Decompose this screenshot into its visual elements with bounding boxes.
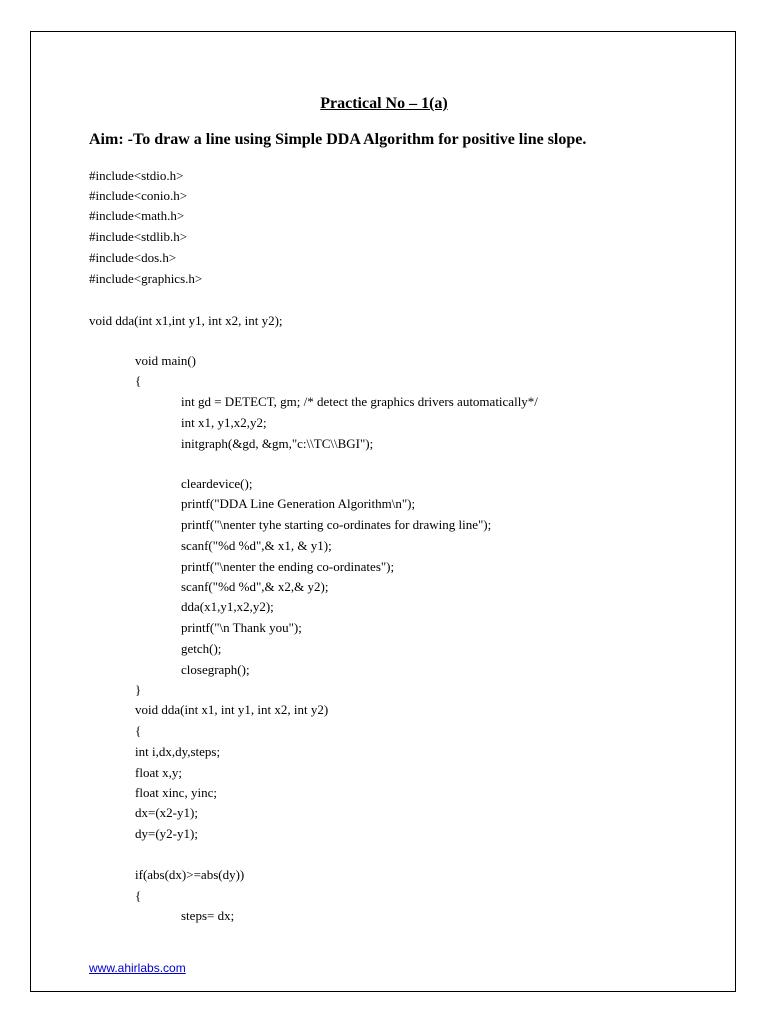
code-line: int i,dx,dy,steps; [135, 744, 221, 759]
code-line: initgraph(&gd, &gm,"c:\\TC\\BGI"); [181, 436, 374, 451]
code-line: #include<dos.h> [89, 250, 177, 265]
code-line: int gd = DETECT, gm; /* detect the graphics drivers automatically*/ [181, 394, 538, 409]
code-line: dda(x1,y1,x2,y2); [181, 599, 274, 614]
code-line: dx=(x2-y1); [135, 805, 198, 820]
code-line: closegraph(); [181, 662, 250, 677]
code-line: { [135, 888, 142, 903]
code-line: { [135, 373, 142, 388]
code-line: printf("DDA Line Generation Algorithm\n"); [181, 496, 416, 511]
code-line: steps= dx; [181, 908, 235, 923]
code-line: #include<math.h> [89, 208, 185, 223]
code-line: void dda(int x1,int y1, int x2, int y2); [89, 313, 283, 328]
aim-heading: Aim: -To draw a line using Simple DDA Algorithm for positive line slope. [89, 131, 587, 148]
code-line: #include<conio.h> [89, 188, 188, 203]
code-line: scanf("%d %d",& x2,& y2); [181, 579, 329, 594]
code-line: } [135, 682, 142, 697]
code-line: dy=(y2-y1); [135, 826, 198, 841]
code-line: { [135, 723, 142, 738]
code-line: printf("\nenter tyhe starting co-ordinates for drawing line"); [181, 517, 492, 532]
code-line: #include<stdio.h> [89, 168, 184, 183]
code-line: getch(); [181, 641, 222, 656]
code-line: void dda(int x1, int y1, int x2, int y2) [135, 702, 329, 717]
code-line: printf("\nenter the ending co-ordinates"); [181, 559, 395, 574]
page-title: Practical No – 1(a) [320, 95, 448, 112]
code-line: #include<graphics.h> [89, 271, 203, 286]
code-line: #include<stdlib.h> [89, 229, 188, 244]
code-line: cleardevice(); [181, 476, 253, 491]
footer-website-link[interactable]: www.ahirlabs.com [89, 961, 186, 975]
code-line: void main() [135, 353, 197, 368]
code-line: float xinc, yinc; [135, 785, 217, 800]
code-line: scanf("%d %d",& x1, & y1); [181, 538, 332, 553]
code-line: float x,y; [135, 765, 182, 780]
code-line: if(abs(dx)>=abs(dy)) [135, 867, 245, 882]
code-line: int x1, y1,x2,y2; [181, 415, 267, 430]
code-line: printf("\n Thank you"); [181, 620, 302, 635]
